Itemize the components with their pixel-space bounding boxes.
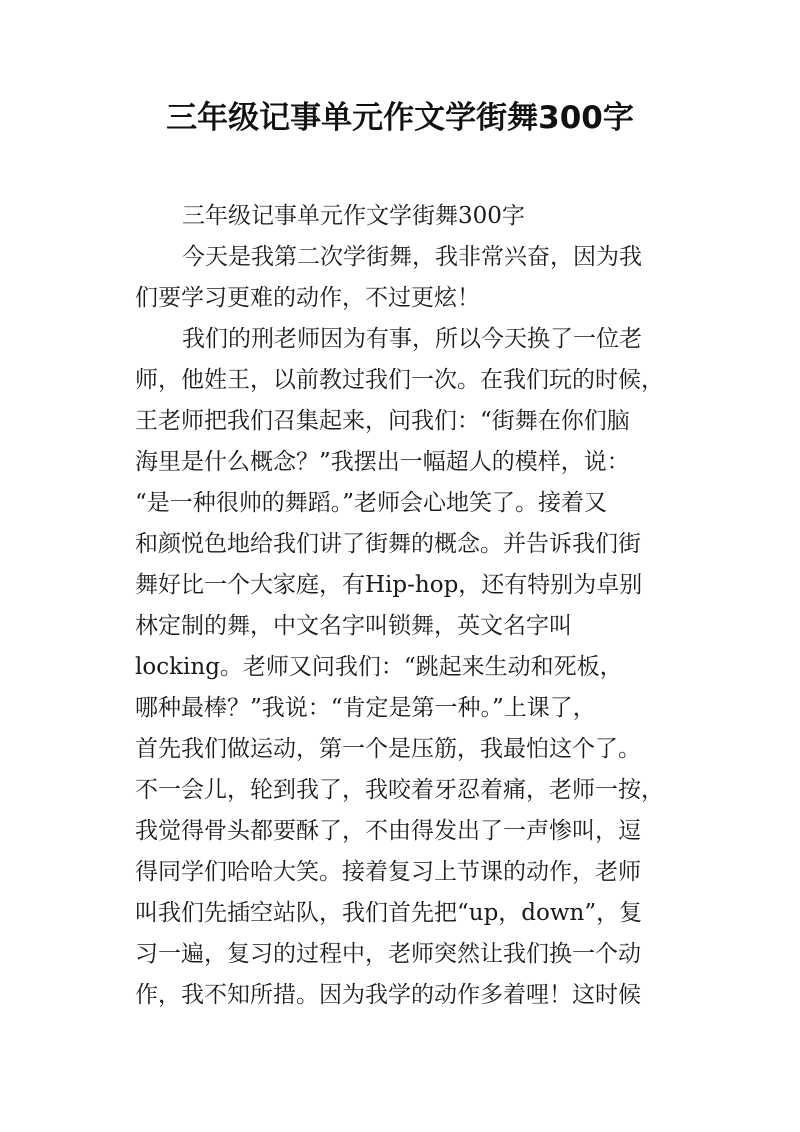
body-line: 习一遍，复习的过程中，老师突然让我们换一个动 xyxy=(135,941,641,967)
document-body xyxy=(135,196,675,1016)
body-line: 我们的刑老师因为有事，所以今天换了一位老 xyxy=(182,326,642,352)
body-line: 师，他姓王，以前教过我们一次。在我们玩的时候， xyxy=(135,367,664,393)
document-title: 三年级记事单元作文学街舞300字 xyxy=(166,100,634,136)
body-line: locking。老师又问我们：“跳起来生动和死板， xyxy=(135,654,623,680)
body-line: 舞好比一个大家庭，有Hip-hop，还有特别为卓别 xyxy=(135,572,643,598)
body-line: 首先我们做运动，第一个是压筋，我最怕这个了。 xyxy=(135,736,641,762)
body-line: 得同学们哈哈大笑。接着复习上节课的动作，老师 xyxy=(135,859,641,885)
body-line: 不一会儿，轮到我了，我咬着牙忍着痛，老师一按， xyxy=(135,777,664,803)
body-line: 哪种最棒？”我说：“肯定是第一种。”上课了， xyxy=(135,695,596,721)
body-line: 王老师把我们召集起来，问我们：“街舞在你们脑 xyxy=(135,408,630,434)
body-line: 今天是我第二次学街舞，我非常兴奋，因为我 xyxy=(182,244,642,270)
body-line: 作，我不知所措。因为我学的动作多着哩！这时候 xyxy=(135,982,641,1008)
body-line: 们要学习更难的动作，不过更炫！ xyxy=(135,285,480,311)
body-line: 三年级记事单元作文学街舞300字 xyxy=(182,203,525,229)
body-line: “是一种很帅的舞蹈。”老师会心地笑了。接着又 xyxy=(135,490,608,516)
body-line: 和颜悦色地给我们讲了街舞的概念。并告诉我们街 xyxy=(135,531,641,557)
body-line: 我觉得骨头都要酥了，不由得发出了一声惨叫，逗 xyxy=(135,818,641,844)
body-line: 海里是什么概念？”我摆出一幅超人的模样，说： xyxy=(135,449,630,475)
body-line: 林定制的舞，中文名字叫锁舞，英文名字叫 xyxy=(135,613,572,639)
body-line: 叫我们先插空站队，我们首先把“up，down”，复 xyxy=(135,900,643,926)
